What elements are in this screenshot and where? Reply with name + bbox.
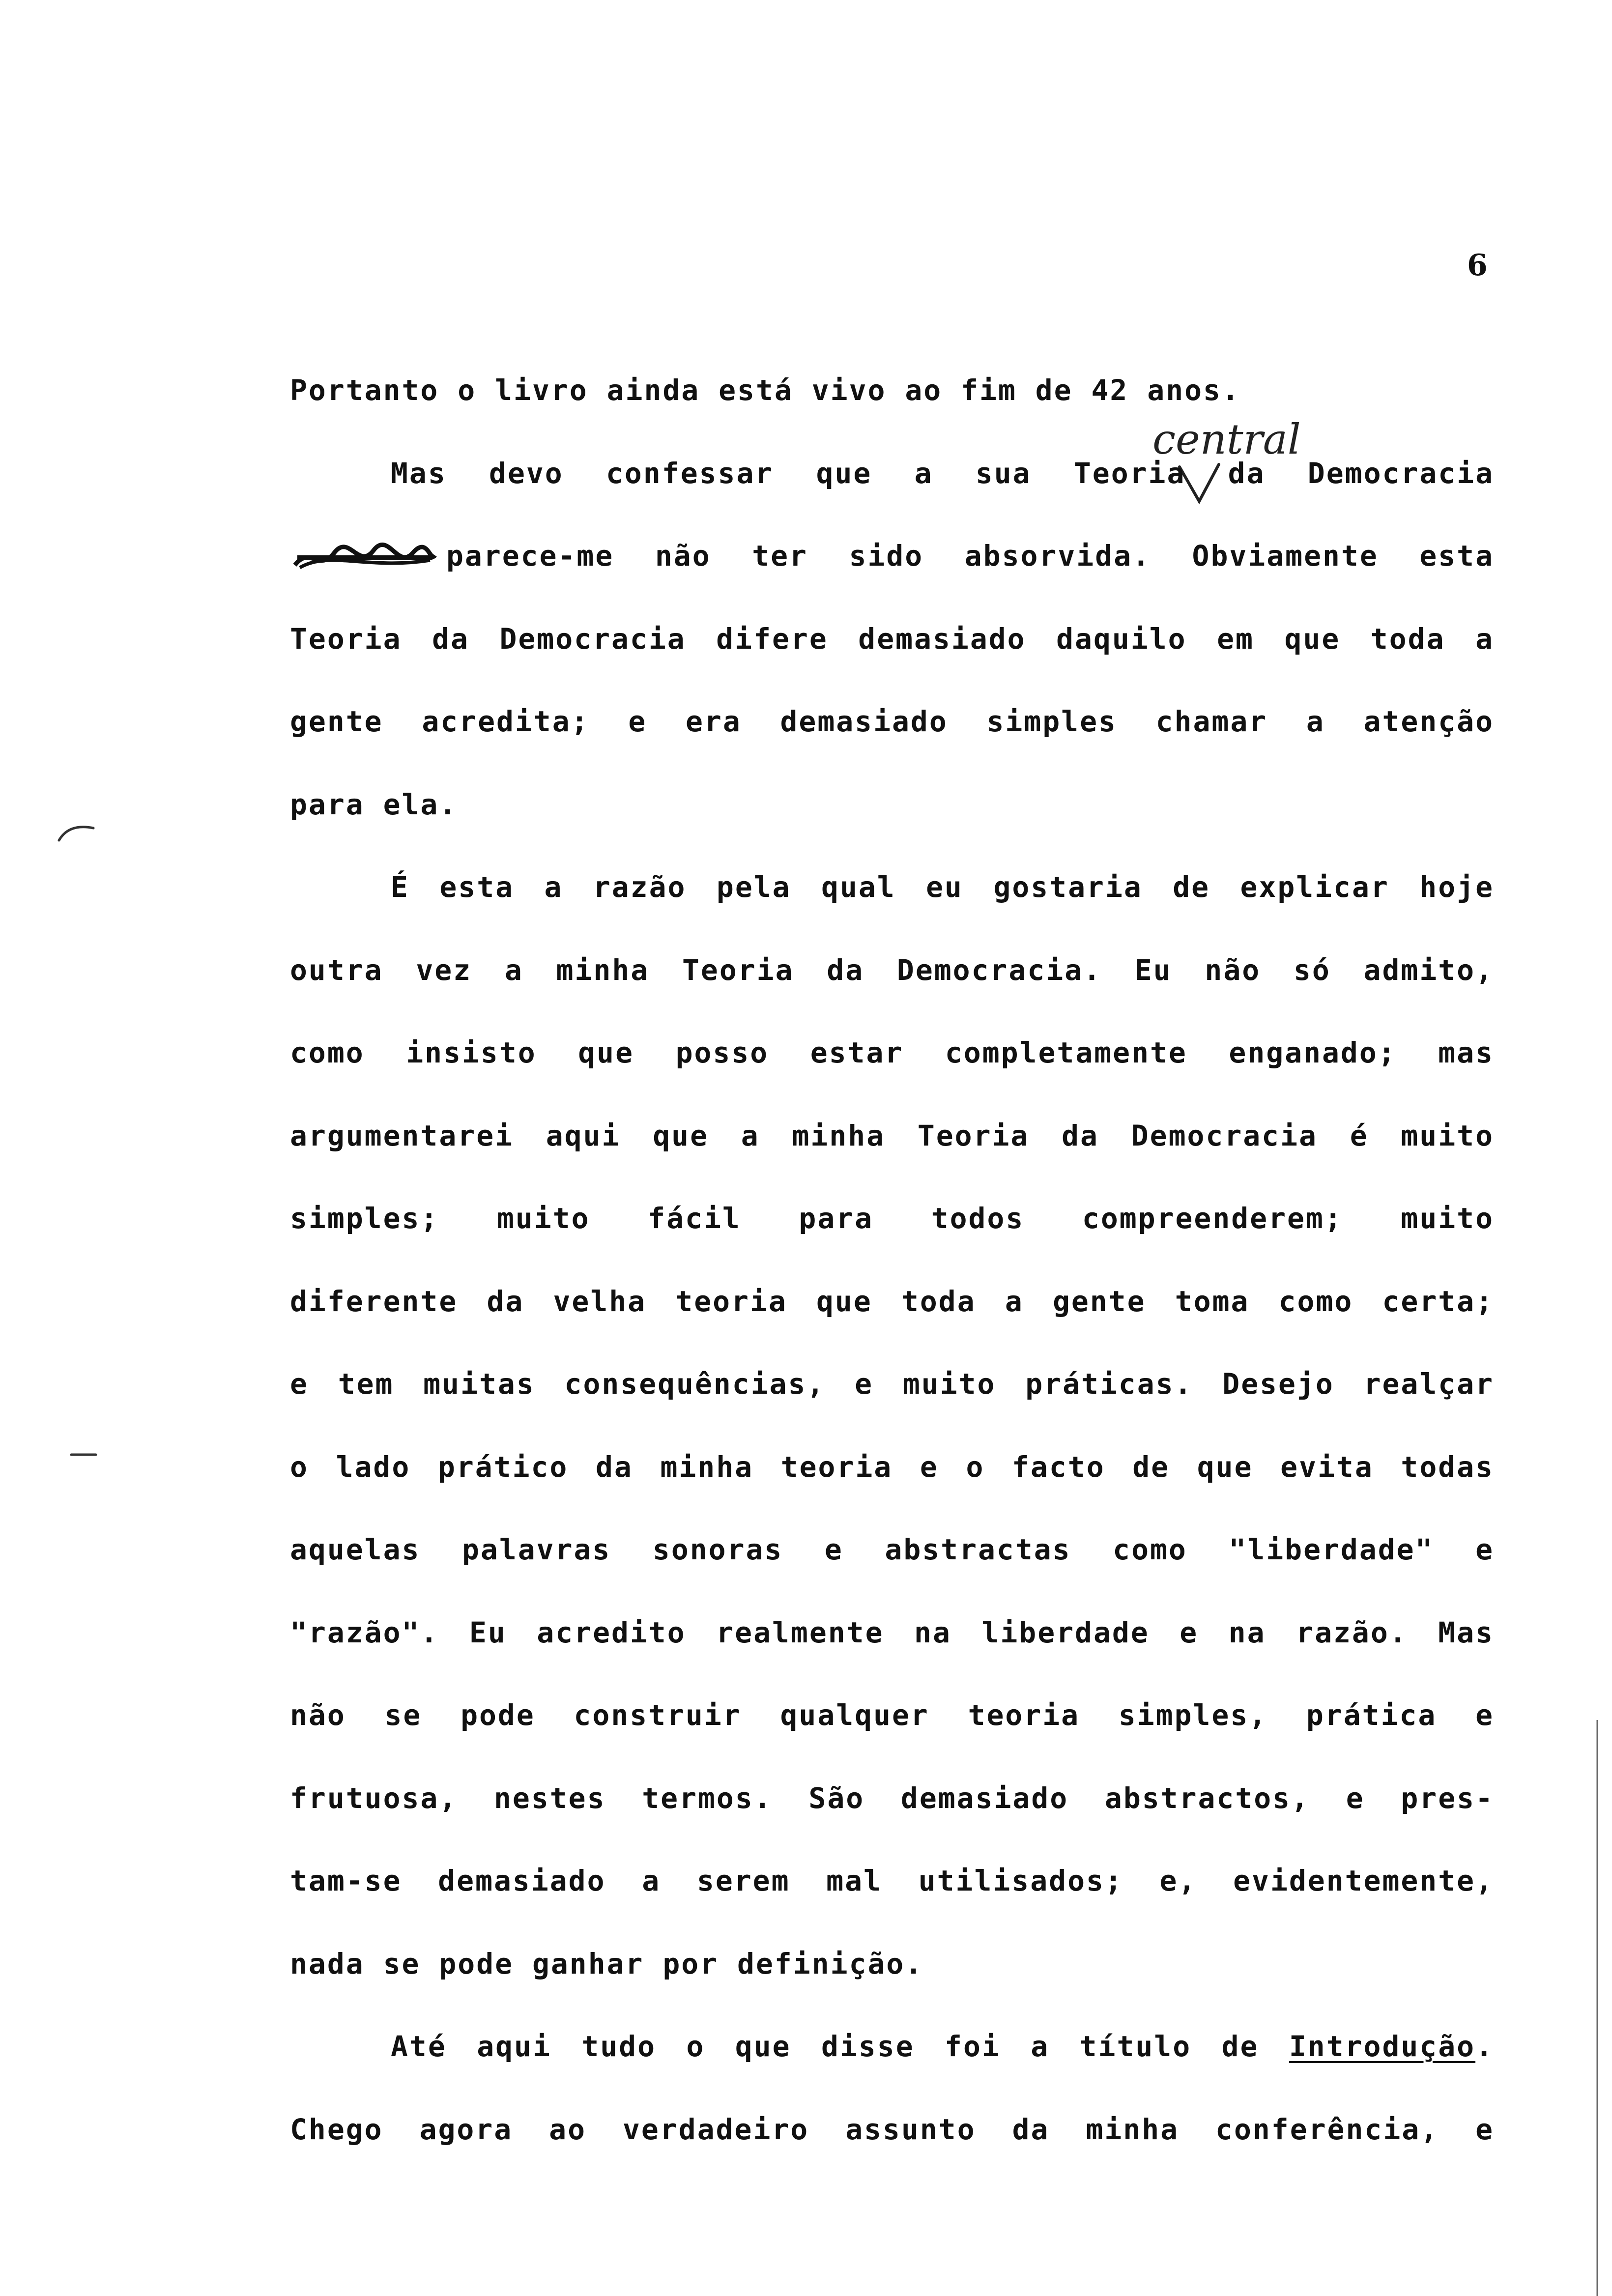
text-line (290, 788, 1494, 871)
text-line (290, 870, 1494, 953)
line-text: aquelas palavras sonoras e abstractas como "liberdade" e (290, 1533, 1494, 1566)
text-line (290, 1036, 1494, 1119)
text-line (290, 2113, 1494, 2196)
line-text: gente acredita; e era demasiado simples chamar a atenção (290, 705, 1494, 738)
line-text: o lado prático da minha teoria e o facto de que evita todas (290, 1450, 1494, 1484)
line-text: É esta a razão pela qual eu gostaria de explicar hoje (391, 870, 1494, 904)
text-line (290, 1202, 1494, 1285)
line-text: para ela. (290, 787, 458, 821)
body-text (290, 373, 1494, 2195)
text-line (290, 457, 1494, 540)
line-text: Portanto o livro ainda está vivo ao fim de 42 anos. (290, 373, 1240, 407)
text-line (290, 1947, 1494, 2030)
text-line (290, 1698, 1494, 1781)
underlined-word: Introdução (1289, 2030, 1476, 2063)
line-text: simples; muito fácil para todos compreenderem; muito (290, 1202, 1494, 1235)
crossed-out-word-icon (290, 541, 437, 575)
text-line (290, 953, 1494, 1036)
handwritten-annotation: central (1152, 415, 1301, 463)
text-line (290, 622, 1494, 705)
line-text: não se pode construir qualquer teoria simples, prática e (290, 1698, 1494, 1732)
text-line (290, 1285, 1494, 1368)
text-line (290, 705, 1494, 788)
line-text: diferente da velha teoria que toda a gente toma como certa; (290, 1284, 1494, 1318)
line-text: outra vez a minha Teoria da Democracia. Eu não só admito, (290, 953, 1494, 987)
line-text: . (1475, 2030, 1494, 2063)
line-text: parece-me não ter sido absorvida. Obviamente esta (446, 539, 1494, 573)
text-line (290, 539, 1494, 622)
text-line (290, 1533, 1494, 1616)
text-line (290, 2030, 1494, 2113)
margin-dash-icon (69, 1450, 98, 1460)
edge-line-icon (1595, 1720, 1600, 2296)
text-line (290, 373, 1494, 457)
text-line (290, 1450, 1494, 1533)
line-text: "razão". Eu acredito realmente na liberdade e na razão. Mas (290, 1615, 1494, 1649)
page-number: 6 (1467, 248, 1488, 283)
line-text: Mas devo confessar que a sua Teoria da Democracia (391, 456, 1494, 490)
line-text: argumentarei aqui que a minha Teoria da Democracia é muito (290, 1119, 1494, 1152)
line-text: Teoria da Democracia difere demasiado daquilo em que toda a (290, 622, 1494, 656)
line-text: frutuosa, nestes termos. São demasiado abstractos, e pres- (290, 1781, 1494, 1815)
text-line (290, 1367, 1494, 1450)
line-text: e tem muitas consequências, e muito práticas. Desejo realçar (290, 1367, 1494, 1401)
text-line (290, 1864, 1494, 1947)
line-text: Chego agora ao verdadeiro assunto da minha conferência, e (290, 2112, 1494, 2146)
text-line (290, 1119, 1494, 1202)
line-text: Até aqui tudo o que disse foi a título de (391, 2030, 1289, 2063)
text-line (290, 1616, 1494, 1699)
line-text: nada se pode ganhar por definição. (290, 1947, 924, 1980)
text-line (290, 1781, 1494, 1865)
margin-mark-icon (54, 821, 98, 845)
line-text: como insisto que posso estar completamente enganado; mas (290, 1036, 1494, 1069)
line-text: tam-se demasiado a serem mal utilisados; e, evidentemente, (290, 1864, 1494, 1897)
